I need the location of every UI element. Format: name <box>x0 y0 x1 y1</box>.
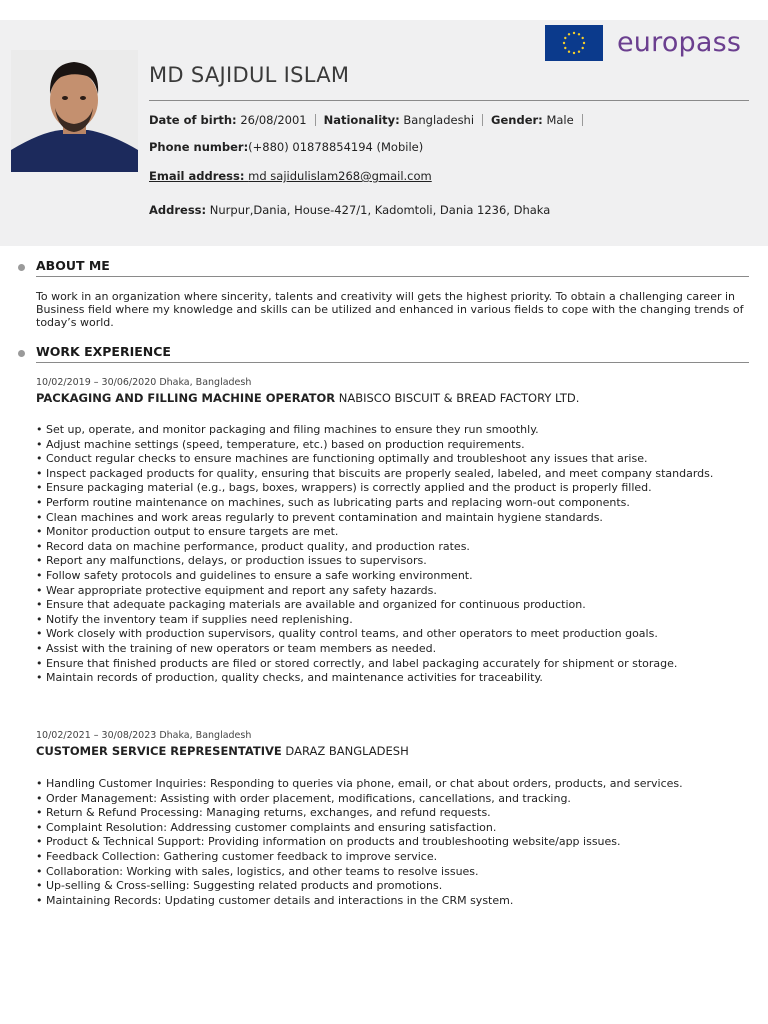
list-item: • Return & Refund Processing: Managing returns, exchanges, and refund requests. <box>36 806 491 820</box>
list-item: • Maintaining Records: Updating customer details and interactions in the CRM system. <box>36 893 514 907</box>
email-label: Email address: <box>149 169 245 183</box>
job-position: CUSTOMER SERVICE REPRESENTATIVE <box>36 744 282 758</box>
list-item: • Clean machines and work areas regularly to prevent contamination and maintain hygiene standards. <box>36 510 603 524</box>
experience-section-title: WORK EXPERIENCE <box>36 344 171 359</box>
list-item: • Adjust machine settings (speed, temperature, etc.) based on production requirements. <box>36 437 525 451</box>
about-divider <box>36 276 749 277</box>
list-item: • Notify the inventory team if supplies need replenishing. <box>36 612 353 626</box>
job-date-location: 10/02/2019 – 30/06/2020 Dhaka, Bangladesh <box>36 377 252 388</box>
list-item: • Ensure that finished products are filed or stored correctly, and label packaging accurately for shipment or storage. <box>36 656 678 670</box>
dob-value: 26/08/2001 <box>240 113 307 127</box>
name-divider <box>149 100 749 101</box>
nationality-value: Bangladeshi <box>403 113 475 127</box>
email-link[interactable]: md sajidulislam268@gmail.com <box>248 169 432 183</box>
list-item: • Perform routine maintenance on machines, such as lubricating parts and replacing worn-out components. <box>36 495 630 509</box>
personal-details-row <box>149 113 591 127</box>
phone-value: (+880) 01878854194 (Mobile) <box>248 140 424 154</box>
address-label: Address: <box>149 203 207 217</box>
email-row[interactable] <box>149 169 432 183</box>
list-item: • Up-selling & Cross-selling: Suggesting related products and promotions. <box>36 879 443 893</box>
phone-row <box>149 140 423 154</box>
about-section-title: ABOUT ME <box>36 258 110 273</box>
list-item: • Product & Technical Support: Providing information on products and troubleshooting website/app issues. <box>36 835 621 849</box>
list-item: • Record data on machine performance, product quality, and production rates. <box>36 539 470 553</box>
gender-label: Gender: <box>491 113 543 127</box>
separator <box>582 114 583 126</box>
nationality-label: Nationality: <box>323 113 400 127</box>
section-bullet-icon <box>18 264 25 271</box>
list-item: • Inspect packaged products for quality, ensuring that biscuits are properly sealed, labeled, and meet company standards. <box>36 466 714 480</box>
list-item: • Maintain records of production, quality checks, and maintenance activities for traceability. <box>36 671 543 685</box>
list-item: • Monitor production output to ensure targets are met. <box>36 525 339 539</box>
address-value: Nurpur,Dania, House-427/1, Kadomtoli, Dania 1236, Dhaka <box>209 203 551 217</box>
job-date-location: 10/02/2021 – 30/08/2023 Dhaka, Bangladesh <box>36 730 252 741</box>
list-item: • Wear appropriate protective equipment and report any safety hazards. <box>36 583 437 597</box>
about-text: To work in an organization where sincerity, talents and creativity will gets the highest priority. To obtain a challenging career in Business field where my knowledge and skills can be utilized and enhanced in various fields to cope with the changing trends of today’s world. <box>36 290 744 329</box>
job-duties-list <box>36 423 749 686</box>
list-item: • Ensure packaging material (e.g., bags, boxes, wrappers) is correctly applied and the product is properly filled. <box>36 481 652 495</box>
job-company: DARAZ BANGLADESH <box>285 744 409 758</box>
candidate-name: MD SAJIDUL ISLAM <box>149 63 350 87</box>
list-item: • Collaboration: Working with sales, logistics, and other teams to resolve issues. <box>36 864 479 878</box>
list-item: • Work closely with production supervisors, quality control teams, and other operators to meet production goals. <box>36 627 658 641</box>
person-photo-icon <box>11 50 138 172</box>
list-item: • Conduct regular checks to ensure machines are functioning optimally and troubleshoot any issues that arise. <box>36 452 648 466</box>
separator <box>315 114 316 126</box>
list-item: • Follow safety protocols and guidelines to ensure a safe working environment. <box>36 568 473 582</box>
job-title <box>36 391 579 405</box>
dob-label: Date of birth: <box>149 113 237 127</box>
job-company: NABISCO BISCUIT & BREAD FACTORY LTD. <box>338 391 580 405</box>
list-item: • Feedback Collection: Gathering customer feedback to improve service. <box>36 849 438 863</box>
section-bullet-icon <box>18 350 25 357</box>
profile-photo <box>11 50 138 172</box>
job-duties-list <box>36 777 749 908</box>
europass-logo: europass <box>617 27 742 58</box>
list-item: • Report any malfunctions, delays, or production issues to supervisors. <box>36 554 427 568</box>
job-title <box>36 744 409 758</box>
address-row <box>149 203 550 217</box>
phone-label: Phone number: <box>149 140 249 154</box>
job-position: PACKAGING AND FILLING MACHINE OPERATOR <box>36 391 336 405</box>
list-item: • Assist with the training of new operators or team members as needed. <box>36 641 437 655</box>
list-item: • Handling Customer Inquiries: Responding to queries via phone, email, or chat about orders, products, and services. <box>36 777 683 790</box>
experience-divider <box>36 362 749 363</box>
list-item: • Complaint Resolution: Addressing customer complaints and ensuring satisfaction. <box>36 820 497 834</box>
list-item: • Ensure that adequate packaging materials are available and organized for continuous production. <box>36 598 586 612</box>
list-item: • Order Management: Assisting with order placement, modifications, cancellations, and tracking. <box>36 791 571 805</box>
gender-value: Male <box>546 113 574 127</box>
list-item: • Set up, operate, and monitor packaging and filing machines to ensure they run smoothly. <box>36 423 539 436</box>
separator <box>482 114 483 126</box>
eu-flag-icon <box>545 25 603 61</box>
